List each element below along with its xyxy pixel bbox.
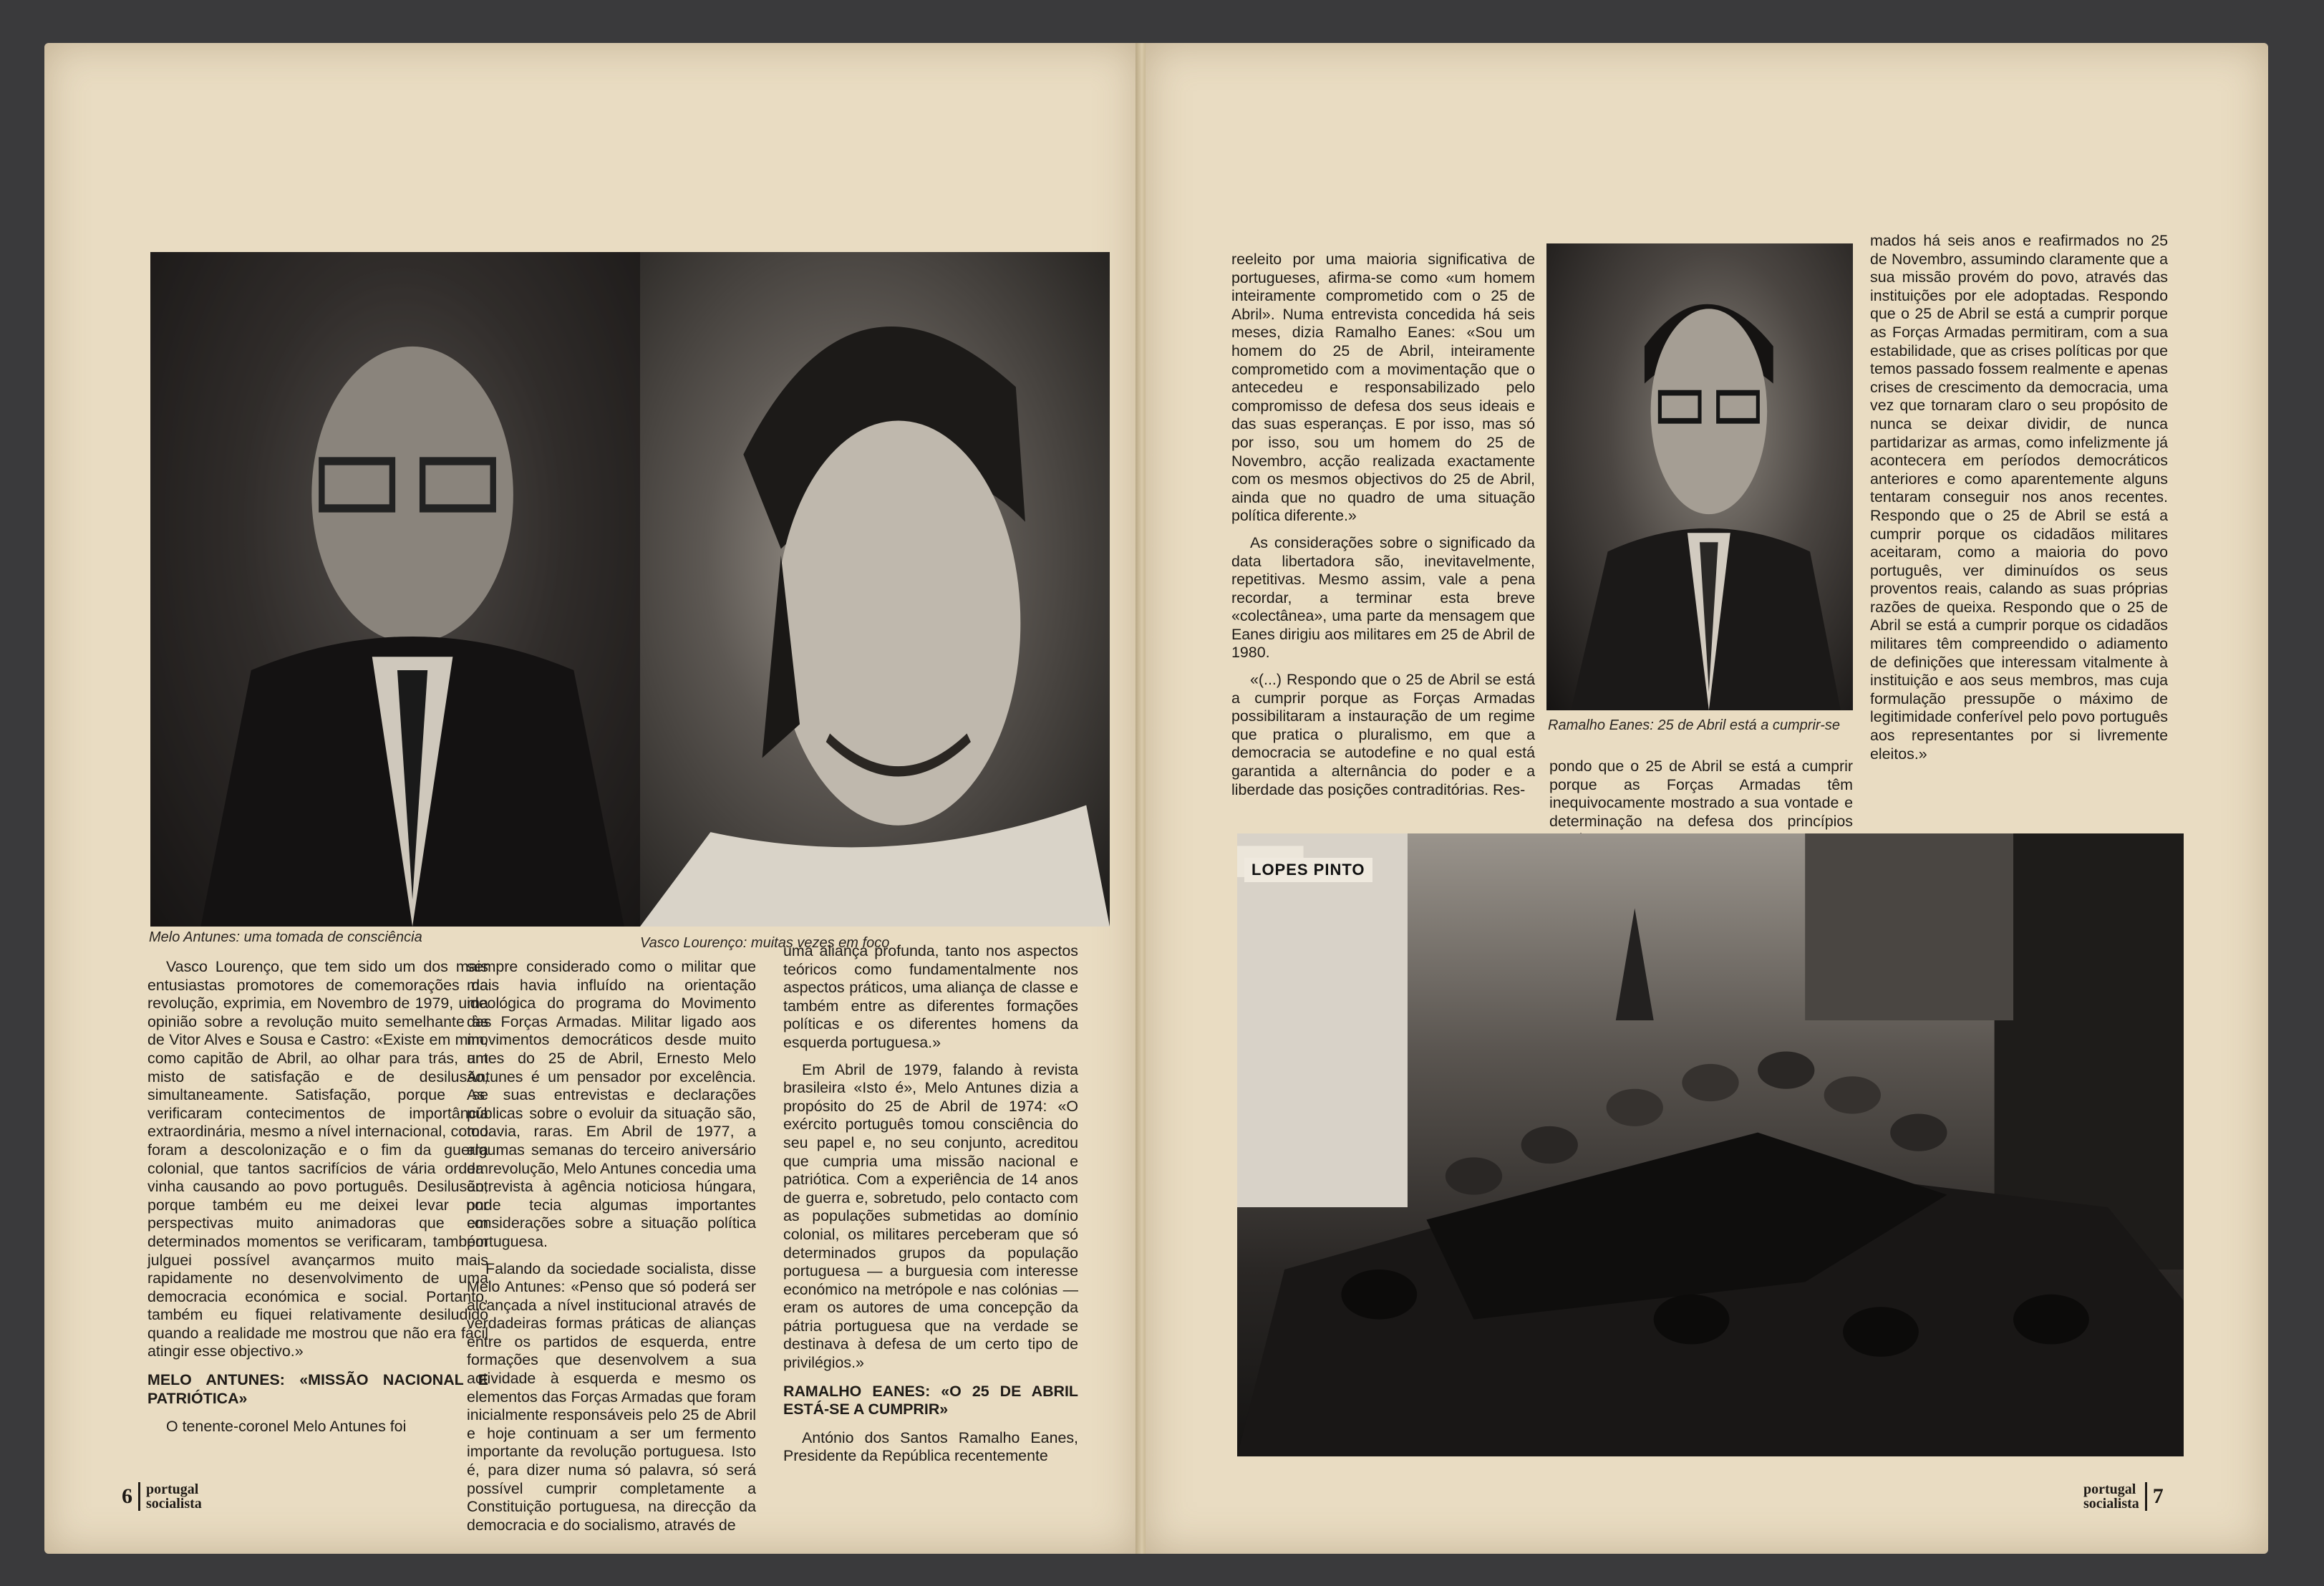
portrait-silhouette bbox=[1546, 243, 1853, 710]
paragraph: Falando da sociedade socialista, disse Melo Antunes: «Penso que só poderá ser alcançada a nível institucional através de verdadeiras formas práticas de alianças entre os partidos de esquerda, entre formações que desenvolvem a sua actividade à esquerda e mesmo os elementos das Forças Armadas que foram inicialmente responsáveis pelo 25 de Abril e hoje continuam a ser um fermento importante da revolução portuguesa. Isto é, para dizer numa só palavra, só será possível cumprir completamente a Constituição portuguesa, na direcção da democracia e do socialismo, através de bbox=[467, 1259, 756, 1534]
folio-divider bbox=[2145, 1482, 2147, 1511]
folio-divider bbox=[138, 1482, 140, 1511]
paragraph: pondo que o 25 de Abril se está a cumprir porque as Forças Armadas têm inequivocamente mostrado a sua vontade e determinação na defesa dos princípios bbox=[1549, 758, 1853, 830]
paragraph: reeleito por uma maioria significativa de portugueses, afirma-se como «um homem inteiramente comprometido com o 25 de Abril». Numa entrevista concedida há seis meses, dizia Ramalho Eanes: «Sou um homem do 25 de Abril, inteiramente comprometido com a movimentação que o antecedeu e responsabilizado pelo compromisso de defesa dos seus ideais e das suas esperanças. E por isso, mas só por isso, sou um homem do 25 de Novembro, acção realizada exactamente com os mesmos objectivos do 25 de Abril, ainda que no quadro de uma situação política diferente.» bbox=[1231, 251, 1535, 525]
photo-revolution-crowd bbox=[1237, 833, 2184, 1456]
page-folio-left bbox=[122, 1482, 202, 1511]
paragraph: Em Abril de 1979, falando à revista brasileira «Isto é», Melo Antunes dizia a propósito do 25 de Abril de 1974: «O exército português tomou consciência do seu papel e, no seu conjunto, acreditou que cumpria uma missão nacional e patriótica. Com a experiência de 14 anos de guerra e, sobretudo, pelo contacto com as populações submetidas ao domínio colonial, os militares perceberam que só determinados grupos da população portuguesa — a burguesia com interesse económico na metrópole e nas colónias — eram os autores de uma concepção da pátria portuguesa que na verdade se destinava à defesa de um certo tipo de privilégios.» bbox=[783, 1060, 1078, 1372]
left-column-2 bbox=[467, 958, 756, 1543]
page-number: 7 bbox=[2152, 1484, 2164, 1508]
paragraph: António dos Santos Ramalho Eanes, Presidente da República recentemente bbox=[783, 1428, 1078, 1465]
section-heading: RAMALHO EANES: «O 25 DE ABRIL ESTÁ-SE A CUMPRIR» bbox=[783, 1382, 1078, 1418]
photo-vasco-lourenco bbox=[640, 252, 1110, 927]
portrait-silhouette bbox=[150, 252, 654, 927]
right-page bbox=[1146, 43, 2268, 1554]
photo-melo-antunes bbox=[150, 252, 654, 927]
crowd-scene bbox=[1237, 833, 2184, 1456]
right-column-1 bbox=[1231, 251, 1535, 808]
paragraph: sempre considerado como o militar que mais havia influído na orientação ideológica do programa do Movimento das Forças Armadas. Militar ligado aos movimentos democráticos desde muito antes do 25 de Abril, Ernesto Melo Antunes é um pensador por excelência. As suas entrevistas e declarações públicas sobre o evoluir da situação são, todavia, raras. Em Abril de 1977, a algumas semanas do terceiro aniversário da revolução, Melo Antunes concedia uma entrevista à agência noticiosa húngara, onde tecia algumas importantes considerações sobre a situação política portuguesa. bbox=[467, 958, 756, 1250]
masthead-logo: portugal socialista bbox=[146, 1481, 202, 1512]
photo-caption-eanes: Ramalho Eanes: 25 de Abril está a cumprir-se bbox=[1548, 717, 1840, 733]
paragraph: uma aliança profunda, tanto nos aspectos teóricos como fundamentalmente nos aspectos práticos, uma aliança de classe e também entre as diferentes formações políticas e os diferentes homens da esquerda portuguesa.» bbox=[783, 942, 1078, 1051]
right-column-3 bbox=[1870, 232, 2168, 772]
photo-ramalho-eanes bbox=[1546, 243, 1853, 710]
section-heading: MELO ANTUNES: «MISSÃO NACIONAL E PATRIÓTICA» bbox=[147, 1371, 488, 1407]
portrait-silhouette bbox=[640, 252, 1110, 927]
page-number: 6 bbox=[122, 1484, 132, 1508]
page-folio-right bbox=[2083, 1482, 2164, 1511]
masthead-logo: portugal socialista bbox=[2083, 1481, 2139, 1512]
paragraph: «(...) Respondo que o 25 de Abril se está a cumprir porque as Forças Armadas possibilitaram a instauração de um regime que pratica o pluralismo, em que a democracia se autodefine e no qual está garantida a alternância do poder e a liberdade das posições contraditórias. Res- bbox=[1231, 671, 1535, 798]
shop-sign: LOPES PINTO bbox=[1244, 858, 1372, 882]
left-column-3 bbox=[783, 942, 1078, 1474]
paragraph: Vasco Lourenço, que tem sido um dos mais entusiastas promotores de comemorações da revolução, exprimia, em Novembro de 1979, uma opinião sobre a revolução muito semelhante às de Vitor Alves e Sousa e Castro: «Existe em mim, como capitão de Abril, ao olhar para trás, um misto de satisfação e de desilusão, simultaneamente. Satisfação, porque se verificaram contecimentos de importância extraordinária, mesmo a nível internacional, como foram a descolonização e o fim da guerra colonial, que tantos sacrifícios de vária ordem vinha causando ao povo português. Desilusão, porque também eu me deixei levar por perspectivas muito animadoras que em determinados momentos se verificaram, também julguei possível avançarmos muito mais rapidamente no desenvolvimento de uma democracia económica e social. Portanto, também eu fiquei relativamente desiludido quando a realidade me mostrou que não era fácil atingir esse objectivo.» bbox=[147, 958, 488, 1360]
photo1-caption: Melo Antunes: uma tomada de consciência bbox=[149, 929, 422, 945]
left-page bbox=[44, 43, 1138, 1554]
paragraph: O tenente-coronel Melo Antunes foi bbox=[166, 1418, 407, 1436]
paragraph: As considerações sobre o significado da data libertadora são, inevitavelmente, repetitivas. Mesmo assim, vale a pena recordar, a terminar esta breve «colectânea», uma parte da mensagem que Eanes dirigiu aos militares em 25 de Abril de 1980. bbox=[1231, 533, 1535, 662]
paragraph: mados há seis anos e reafirmados no 25 de Novembro, assumindo claramente que a sua missão provém do povo, através das instituições por ele adoptadas. Respondo que o 25 de Abril se está a cumprir porque as Forças Armadas permitiram, com a sua estabilidade, que as crises políticas por que temos passado fossem realmente e apenas crises de crescimento da democracia, uma vez que tornaram claro o seu propósito de nunca se deixar dividir, de nunca partidarizar as armas, como infelizmente já acontecera em períodos democráticos anteriores e como aparentemente alguns tentaram conseguir nos anos recentes. Respondo que o 25 de Abril se está a cumprir porque os cidadãos militares aceitaram, como a maioria do povo português, ver diminuídos os seus proventos reais, calando as suas próprias razões de queixa. Respondo que o 25 de Abril se está a cumprir porque os cidadãos militares têm compreendido o adiamento de definições que interessam vitalmente à instituição e aos seus membros, mas cuja formulação pressupõe o máximo de legitimidade conferível pelo povo português aos representantes por si livremente eleitos.» bbox=[1870, 232, 2168, 763]
left-column-1 bbox=[147, 958, 488, 1445]
photo2-caption: Vasco Lourenço: muitas vezes em foco bbox=[640, 935, 890, 951]
